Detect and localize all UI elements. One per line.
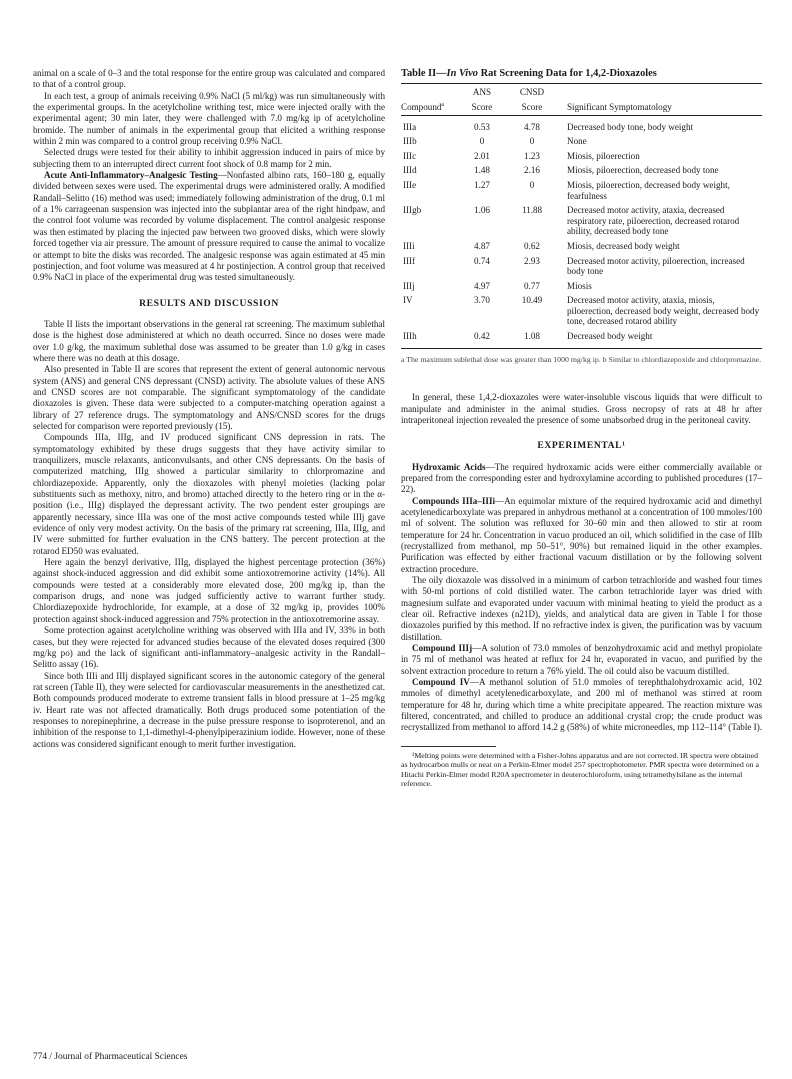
- paragraph: [401, 496, 762, 575]
- cell-compound: IIIc: [403, 150, 417, 161]
- compound-label: Compound: [401, 101, 442, 112]
- compound-sup: a: [441, 101, 445, 108]
- table-row: [401, 295, 762, 331]
- table-row: [401, 281, 762, 296]
- cell-symptoms: Decreased motor activity, piloerection, increased body tone: [567, 255, 745, 277]
- cell-cnsd: 0: [529, 179, 535, 190]
- paragraph-heading: Compound IV: [412, 677, 470, 688]
- table-title-suffix: Rat Screening Data for 1,4,2-Dioxazoles: [478, 68, 657, 79]
- paragraph: [401, 643, 762, 677]
- cell-ans: 1.48: [474, 165, 490, 176]
- cell-compound: IIIb: [403, 136, 417, 147]
- cell-cnsd: 2.93: [524, 255, 540, 266]
- cell-ans: 2.01: [474, 150, 490, 161]
- paragraph-heading: Acute Anti-Inflammatory–Analgesic Testing: [44, 170, 218, 181]
- cell-symptoms: None: [567, 136, 587, 147]
- col-header-compound-label: [401, 100, 457, 115]
- cell-cnsd: 0: [529, 136, 535, 147]
- col-header-cnsd-score: Score: [521, 101, 543, 112]
- table-row: [401, 331, 762, 346]
- cell-cnsd: 0.62: [524, 240, 540, 251]
- cell-ans: 4.87: [474, 240, 490, 251]
- cell-ans: 1.27: [474, 179, 490, 190]
- cell-symptoms: Miosis, piloerection: [567, 150, 640, 161]
- paragraph: [401, 462, 762, 496]
- cell-symptoms: Decreased body weight: [567, 331, 653, 342]
- table-row: [401, 205, 762, 241]
- cell-compound: IIIi: [403, 240, 415, 251]
- col-header-ans: ANS: [472, 87, 492, 98]
- paragraph-text: —A methanol solution of 51.0 mmoles of terephthalohydroxamic acid, 102 mmoles of dimethyl acetylenedicarboxylate, and 200 ml of methanol was stirred at room temperature for 48 hr, during which time a white precipitate appeared. The reaction mixture was filtered, concentrated, and chilled to produce an additional crystal crop; the crude product was recrystallized from methanol to afford 14.2 g (58%) of white microneedles, mp 112–114° (Table I).: [401, 677, 762, 733]
- cell-compound: IIIa: [403, 121, 417, 132]
- paragraph-text: —A solution of 73.0 mmoles of benzohydroxamic acid and methyl propiolate in 75 ml of methanol was heated at reflux for 24 hr, evaporated in vacuo, and purified by the solvent extraction procedure to return a 76% yield. The oil could also be vacuum distilled.: [401, 643, 763, 676]
- paragraph-text: —The required hydroxamic acids were either commercially available or prepared from the corresponding ester and hydroxylamine according to published procedures (17–22).: [401, 461, 763, 495]
- section-heading: EXPERIMENTAL¹: [537, 440, 626, 452]
- paragraph: Also presented in Table II are scores that represent the extent of general autonomic nervous system (ANS) and general CNS depressant (CNSD) activity. The absolute values of these ANS and CNSD scores are not comparable. The significant symptomatology of the candidate dioxazoles is given. These data were subjected to a computer-matching operation against a library of 27 reference drugs. The symptomatology and ANS/CNSD scores for the drugs selected for comparison were reported previously (15).: [33, 364, 385, 431]
- paragraph: The oily dioxazole was dissolved in a minimum of carbon tetrachloride and washed four times with 50-ml portions of cold distilled water. The carbon tetrachloride layer was dried with magnesium sulfate and evaporated under vacuum with minimal heating to yield the product as a clear oil. Refractive indexes (n21D), yields, and analytical data are given in Table I for those dioxazoles purified by this method. If no refractive index is given, the purification was by vacuum distillation.: [401, 574, 762, 642]
- cell-symptoms: Decreased body tone, body weight: [567, 121, 694, 132]
- footnote: ¹Melting points were determined with a Fisher-Johns apparatus and are not corrected. IR spectra were obtained as hydrocarbon mulls or neat on a Perkin-Elmer model 257 spectrophotometer. PMR spectra were determined on a Hitachi Perkin-Elmer model R20A spectrometer in deuterochloroform, using tetramethylsilane as the internal reference.: [401, 750, 759, 788]
- table-title-italic: In Vivo: [446, 68, 479, 79]
- cell-cnsd: 1.23: [524, 150, 540, 161]
- table-footnote: a The maximum sublethal dose was greater than 1000 mg/kg ip. b Similar to chlordiazepoxide and chlorpromazine.: [401, 354, 762, 364]
- cell-compound: IIIh: [403, 331, 417, 342]
- cell-cnsd: 0.77: [524, 280, 540, 291]
- paragraph-heading: Hydroxamic Acids: [412, 461, 486, 472]
- cell-symptoms: Miosis: [567, 280, 592, 291]
- cell-cnsd: 1.08: [524, 331, 540, 342]
- cell-compound: IIIe: [403, 179, 417, 190]
- cell-compound: IIIgb: [403, 205, 422, 216]
- paragraph-text: —Nonfasted albino rats, 160–180 g, equally divided between sexes were used. The experimental drugs were administered orally. A modified Randall–Selitto (16) method was used; immediately following administration of the drug, 0.1 ml of a 1% carrageenan suspension was injected into the subplantar area of the right hindpaw, and the control foot volume was recorded by volume displacement. The control analgesic response was then estimated by placing the injected paw between two grooved disks, which were slowly forced together via air pressure. The amount of pressure required to cause the animal to vocalize or attempt to bite the disks was recorded. The analgesic response was again estimated at 45 min postinjection, and foot volume was measured at 4 hr postinjection. A control group that received 0.9% NaCl in place of the experimental drug was tested simultaneously.: [33, 170, 385, 283]
- cell-symptoms: Miosis, piloerection, decreased body tone: [567, 165, 719, 176]
- section-heading: RESULTS AND DISCUSSION: [139, 297, 279, 309]
- page-footer: 774 / Journal of Pharmaceutical Sciences: [33, 1052, 188, 1062]
- paragraph: Table II lists the important observations in the general rat screening. The maximum sublethal dose is the highest dose administered at which no death occurred. Since no doses were made over 1.0 g/kg, the maximum sublethal dose was assumed to be greater than 1.0 g/kg in cases where there was no death at this dosage.: [33, 318, 385, 363]
- screening-table: [401, 83, 762, 345]
- cell-ans: 0.74: [474, 255, 490, 266]
- table-title-prefix: Table II—: [401, 68, 447, 79]
- table-row: [401, 256, 762, 281]
- table-row: [401, 151, 762, 166]
- cell-compound: IIIj: [403, 280, 415, 291]
- col-header-cnsd: CNSD: [519, 87, 545, 98]
- table-row: [401, 180, 762, 205]
- col-header-compound: [401, 84, 457, 100]
- cell-ans: 3.70: [474, 295, 490, 306]
- table-title: [401, 68, 762, 79]
- paragraph: In general, these 1,4,2-dioxazoles were water-insoluble viscous liquids that were difficult to manipulate and administer in the animal studies. Gross necropsy of rats at 48 hr after intraperitoneal injection revealed the presence of some unabsorbed drug in the peritoneal cavity.: [401, 392, 762, 425]
- table-bottom-rule: [401, 348, 762, 349]
- paragraph: animal on a scale of 0–3 and the total response for the entire group was calculated and compared to that of a control group.: [33, 68, 385, 90]
- cell-symptoms: Miosis, piloerection, decreased body weight, fearfulness: [567, 179, 730, 201]
- cell-cnsd: 10.49: [521, 295, 543, 306]
- paragraph: In each test, a group of animals receiving 0.9% NaCl (5 ml/kg) was run simultaneously with the experimental groups. In the acetylcholine writhing test, mice were injected orally with the experimental agent; 30 min later, they were challenged with 7.0 mg/kg ip of acetylcholine bromide. The number of animals in the experimental group that elicited a writhing response within 2 min was compared to a control group receiving 0.9% NaCl.: [33, 90, 385, 147]
- paragraph-heading: Compound IIIj: [412, 643, 473, 654]
- paragraph: [33, 170, 385, 283]
- cell-compound: IIId: [403, 165, 417, 176]
- col-header-symptoms-top: [557, 84, 762, 100]
- cell-ans: 0: [479, 136, 485, 147]
- paragraph: Some protection against acetylcholine writhing was observed with IIIa and IV, 33% in both cases, but they were rejected for advanced studies because of the elevated doses required (300 mg/kg po) and the lack of significant anti-inflammatory–analgesic activity in the Randall–Selitto assay (16).: [33, 625, 385, 670]
- cell-compound: IIIf: [403, 255, 416, 266]
- table-row: [401, 241, 762, 256]
- paragraph-text: —An equimolar mixture of the required hydroxamic acid and dimethyl acetylenedicarboxylate was prepared in anhydrous methanol at a concentration of 100 mmoles/100 ml of solvent. The solution was refluxed for 30–60 min and then allowed to stir at room temperature for 24 hr. Concentration in vacuo produced an oil, which solidified in the case of IIIb (recrystallized from methanol, mp 50–51°, 90%) but remained liquid in the other examples. Purification was effected by either fractional vacuum distillation or by the following solvent extraction procedure.: [401, 495, 763, 574]
- cell-ans: 0.53: [474, 121, 490, 132]
- col-header-ans-score: Score: [471, 101, 493, 112]
- table-row: [401, 136, 762, 151]
- cell-ans: 0.42: [474, 331, 490, 342]
- table-row: [401, 165, 762, 180]
- paragraph: [401, 677, 762, 734]
- footnote-rule: [401, 746, 496, 747]
- cell-symptoms: Decreased motor activity, ataxia, decreased respiratory rate, piloerection, decreased rotarod ability, decreased body tone: [567, 205, 740, 237]
- cell-symptoms: Miosis, decreased body weight: [567, 240, 680, 251]
- right-column: [401, 68, 762, 788]
- cell-cnsd: 2.16: [524, 165, 540, 176]
- cell-cnsd: 4.78: [524, 121, 540, 132]
- cell-ans: 4.97: [474, 280, 490, 291]
- cell-compound: IV: [403, 295, 413, 306]
- cell-cnsd: 11.88: [521, 205, 543, 216]
- paragraph: Selected drugs were tested for their ability to inhibit aggression induced in pairs of mice by subjecting them to an interrupted direct current foot shock of 0.8 mamp for 2 min.: [33, 147, 385, 169]
- paragraph-heading: Compounds IIIa–IIIi: [412, 495, 496, 506]
- cell-symptoms: Decreased motor activity, ataxia, miosis, piloerection, decreased body weight, decreased body tone, decreased rotarod ability: [567, 295, 760, 327]
- left-column: [33, 68, 385, 750]
- cell-ans: 1.06: [474, 205, 490, 216]
- paragraph: Since both IIIi and IIIj displayed significant scores in the autonomic category of the general rat screen (Table II), they were selected for cardiovascular measurements in the anesthetized cat. Both compounds produced moderate to extreme transient falls in blood pressure at 1–25 mg/kg iv. Heart rate was not affected dramatically. Both drugs produced some potentiation of the responses to norepinephrine, a decrease in the pulse pressure response to isoproterenol, and an inhibition of the response to 1,1-dimethyl-4-phenylpiperazinium iodide. However, none of these actions was considered significant enough to merit further investigation.: [33, 670, 385, 749]
- table-row: [401, 115, 762, 136]
- table-body: [401, 115, 762, 346]
- paragraph: Compounds IIIa, IIIg, and IV produced significant CNS depression in rats. The symptomatology exhibited by these drugs suggests that they have activity similar to tranquilizers, muscle relaxants, anticonvulsants, and other CNS depressants. On the basis of computerized matching, IIIg showed a particular similarity to chlorpromazine and chlordiazepoxide. Apparently, only the dioxazoles with phenyl moieties (lacking polar substituents such as methoxy, nitro, and bromo) attached directly to the hetero ring or in the α-position (i.e., IIIg) displayed the depressant activity. The two pendent ester groupings are apparently necessary, since IIIa was one of the most active compounds tested while IIIj gave evidence of only very modest activity. On the basis of the primary rat screening, IIIa, IIIg, and IV were submitted for further evaluation in the CNS battery. The percent protection at the rotarod ED50 was evaluated.: [33, 432, 385, 556]
- col-header-symptoms: Significant Symptomatology: [567, 101, 672, 112]
- paragraph: Here again the benzyl derivative, IIIg, displayed the highest percentage protection (36%) against shock-induced aggression and did exhibit some antioxotremorine activity (14%). All compounds were tested at a considerably more elevated dose, 200 mg/kg ip, than the comparison drugs, and none was judged sufficiently active to warrant further study. Chlordiazepoxide hydrochloride, for example, at a dose of 32 mg/kg ip, provides 100% protection against shock-induced aggression and 75% protection in the antioxotremorine assay.: [33, 557, 385, 624]
